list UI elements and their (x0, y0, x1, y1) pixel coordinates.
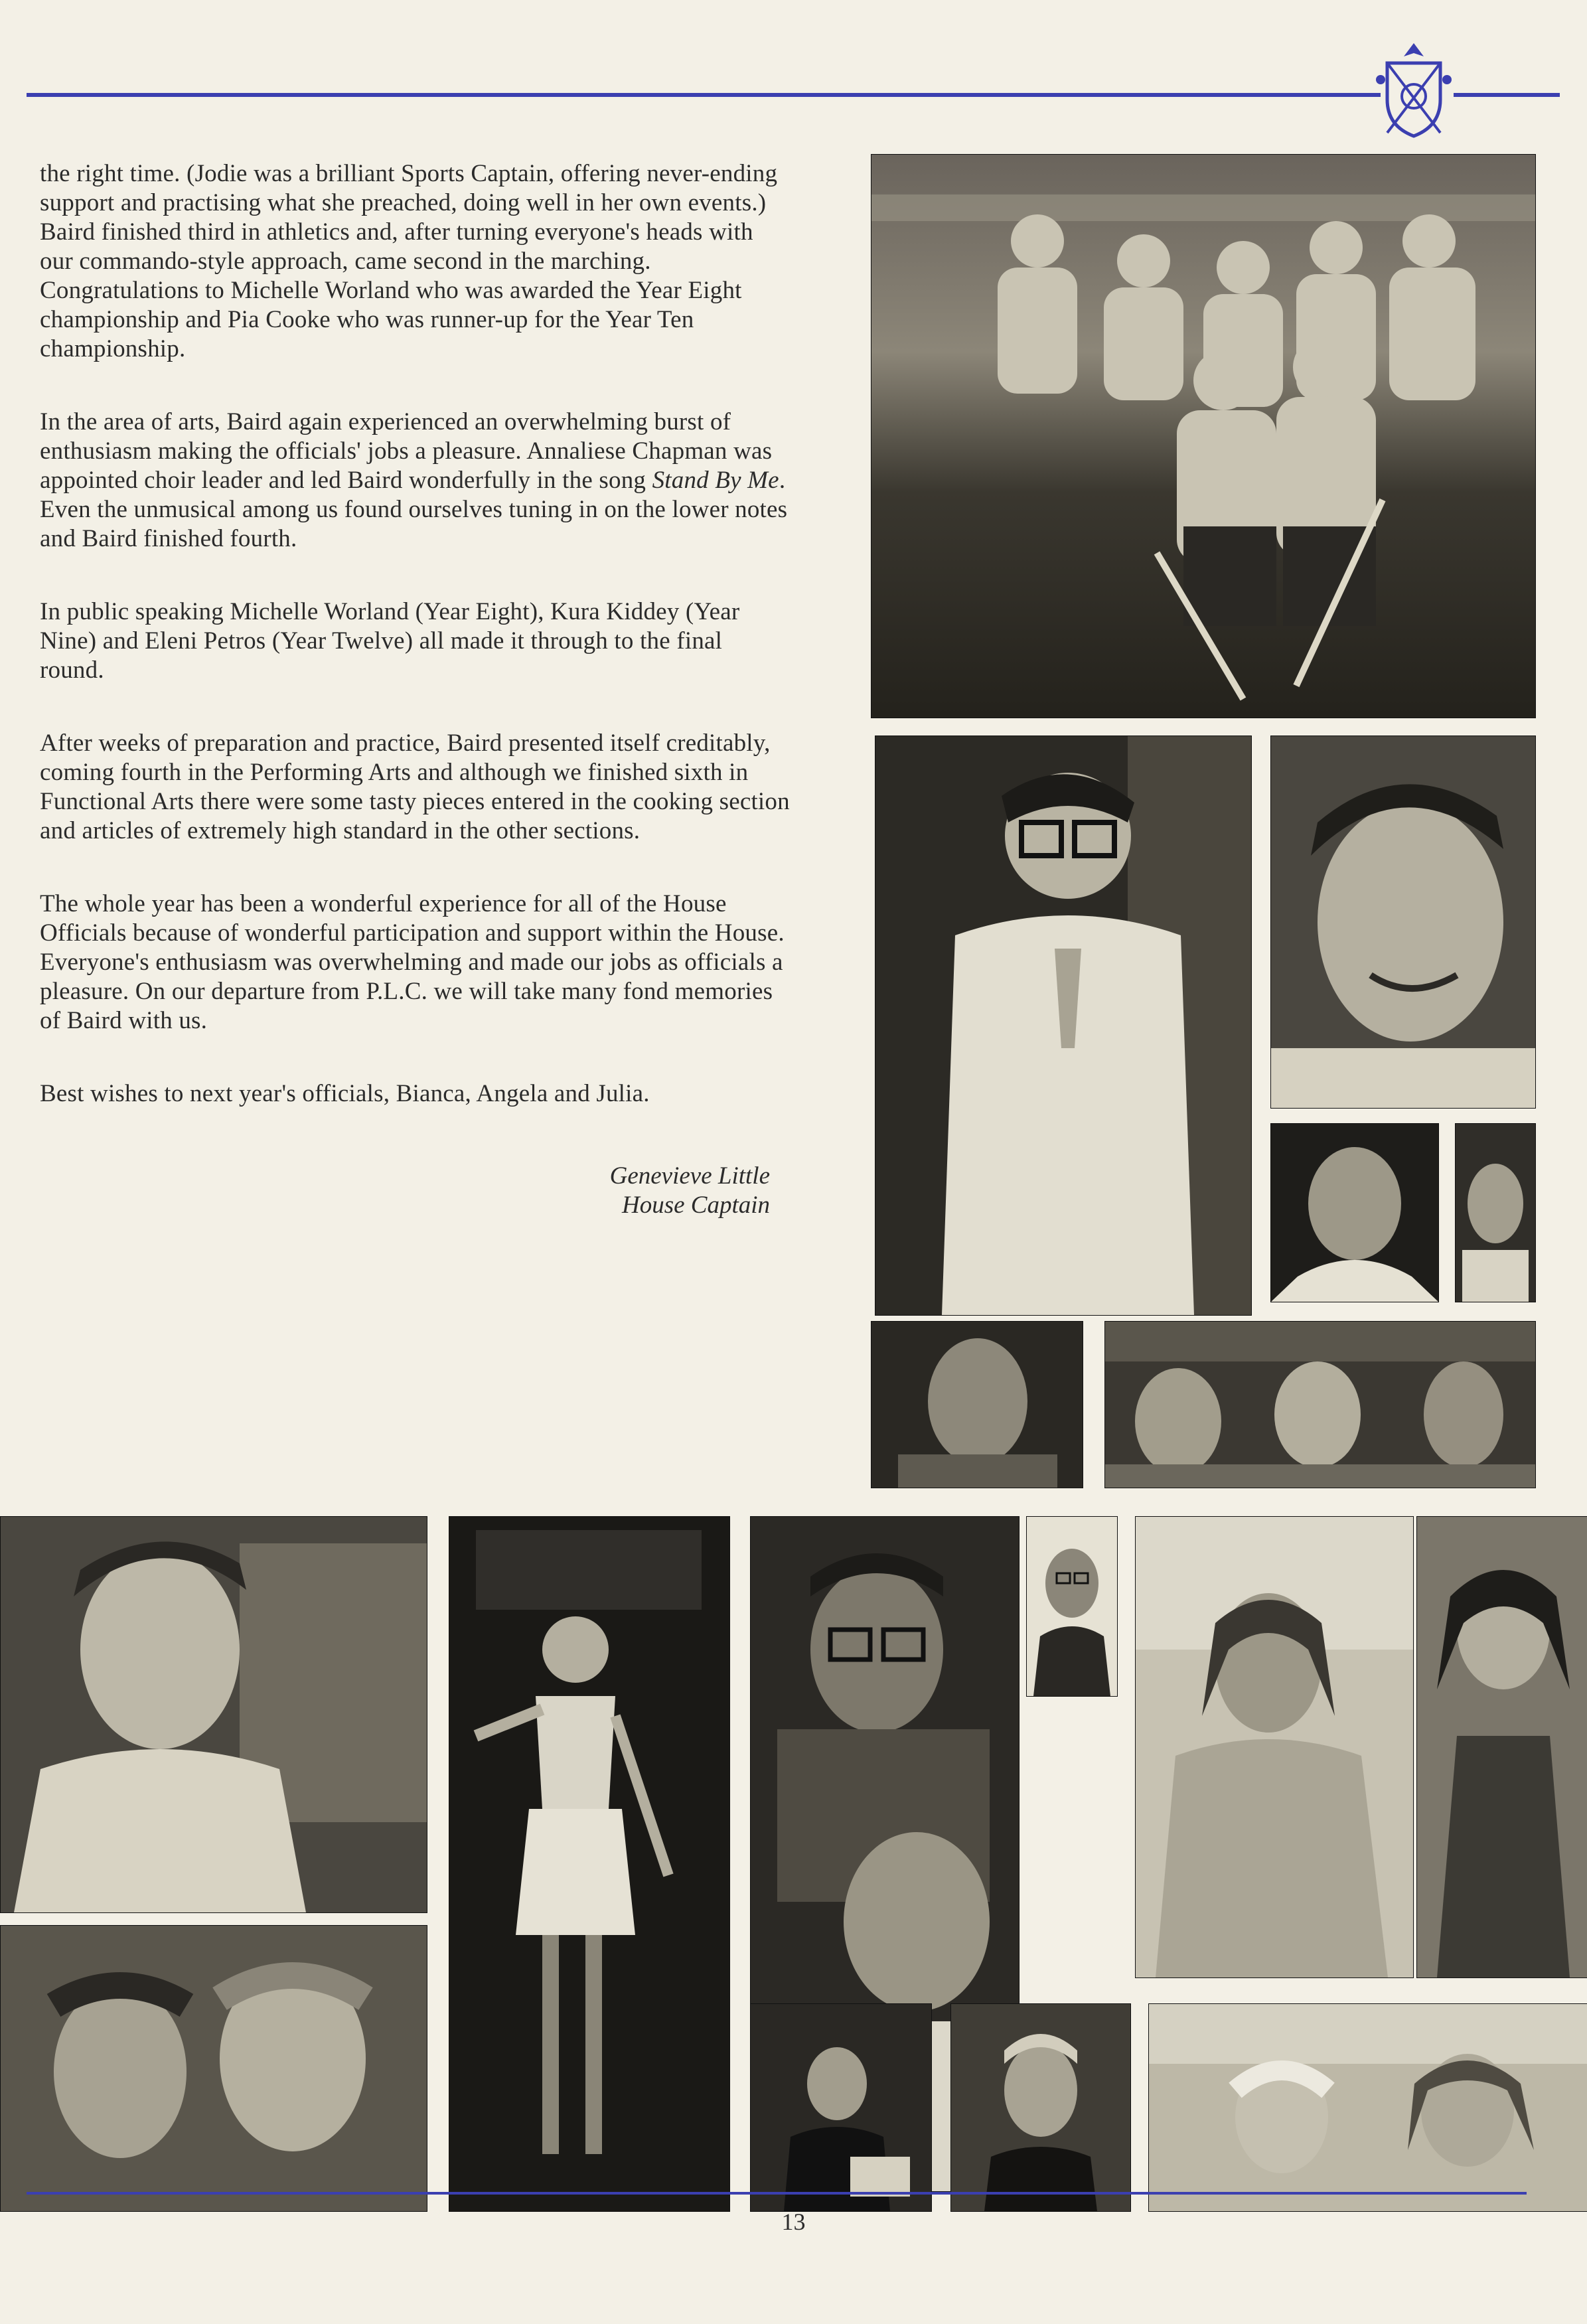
photo-dancer-costume (449, 1516, 730, 2212)
photo-girl-surprised (871, 1321, 1083, 1488)
photo-girl-formal (1416, 1516, 1587, 1978)
song-title: Stand By Me (652, 467, 779, 494)
page-number: 13 (781, 2208, 806, 2235)
signature-name: Genevieve Little (609, 1162, 770, 1190)
bottom-rule (27, 2192, 1527, 2195)
paragraph-athletics: the right time. (Jodie was a brilliant Sports Captain, offering never-ending support and practising what she preached, doing well in her own events.) Baird finished third in athletics and, after turning everyone's heads with our commando-style approach, came second in the marching. Congratulations to Michelle Worland who was awarded the Year Eight championship and Pia Cooke who was runner-up for the Year Ten championship. (40, 160, 778, 362)
top-rule-right (1454, 93, 1560, 97)
paragraph-best-wishes: Best wishes to next year's officials, Bianca, Angela and Julia. (40, 1080, 650, 1107)
photo-inset-glasses (1026, 1516, 1118, 1697)
photo-girls-laughing (1148, 2003, 1587, 2212)
paragraph-reflection: The whole year has been a wonderful experience for all of the House Officials because of wonderful participation and support within the House. Everyone's enthusiasm was overwhelming and made our jobs as officials a pleasure. On our departure from P.L.C. we will take many fond memories of Baird with us. (40, 890, 785, 1034)
photo-girl-outdoors (1135, 1516, 1414, 1978)
photo-smiling-girl (1270, 736, 1536, 1109)
photo-portrait-right (1455, 1123, 1536, 1302)
top-rule (27, 93, 1381, 97)
paragraph-public-speaking: In public speaking Michelle Worland (Year Eight), Kura Kiddey (Year Nine) and Eleni Petros (Year Twelve) all made it through to the final round. (40, 598, 740, 684)
paragraph-arts: In the area of arts, Baird again experienced an overwhelming burst of enthusiasm making the officials' jobs a pleasure. Annaliese Chapman was appointed choir leader and led Baird wonderfully in the song Stand By Me. Even the unmusical among us found ourselves tuning in on the lower notes and Baird finished fourth. (40, 408, 788, 552)
photo-hockey-team (871, 154, 1536, 718)
photo-stage-speaker (750, 2003, 932, 2212)
photo-group-three (1104, 1321, 1536, 1488)
article-body (40, 159, 790, 1109)
photo-two-girls (0, 1925, 427, 2212)
paragraph-performing-arts: After weeks of preparation and practice, Baird presented itself creditably, coming fourth in the Performing Arts and although we finished sixth in Functional Arts there were some tasty pieces entered in the cooking section and articles of extremely high standard in the other sections. (40, 730, 790, 844)
signature-block (571, 1162, 770, 1220)
photo-girl-laughing (0, 1516, 427, 1913)
school-crest-icon (1374, 40, 1454, 139)
photo-girl-short-hair (950, 2003, 1131, 2212)
photo-portrait-left (1270, 1123, 1439, 1302)
signature-title: House Captain (621, 1192, 770, 1219)
photo-student-glasses (875, 736, 1252, 1316)
